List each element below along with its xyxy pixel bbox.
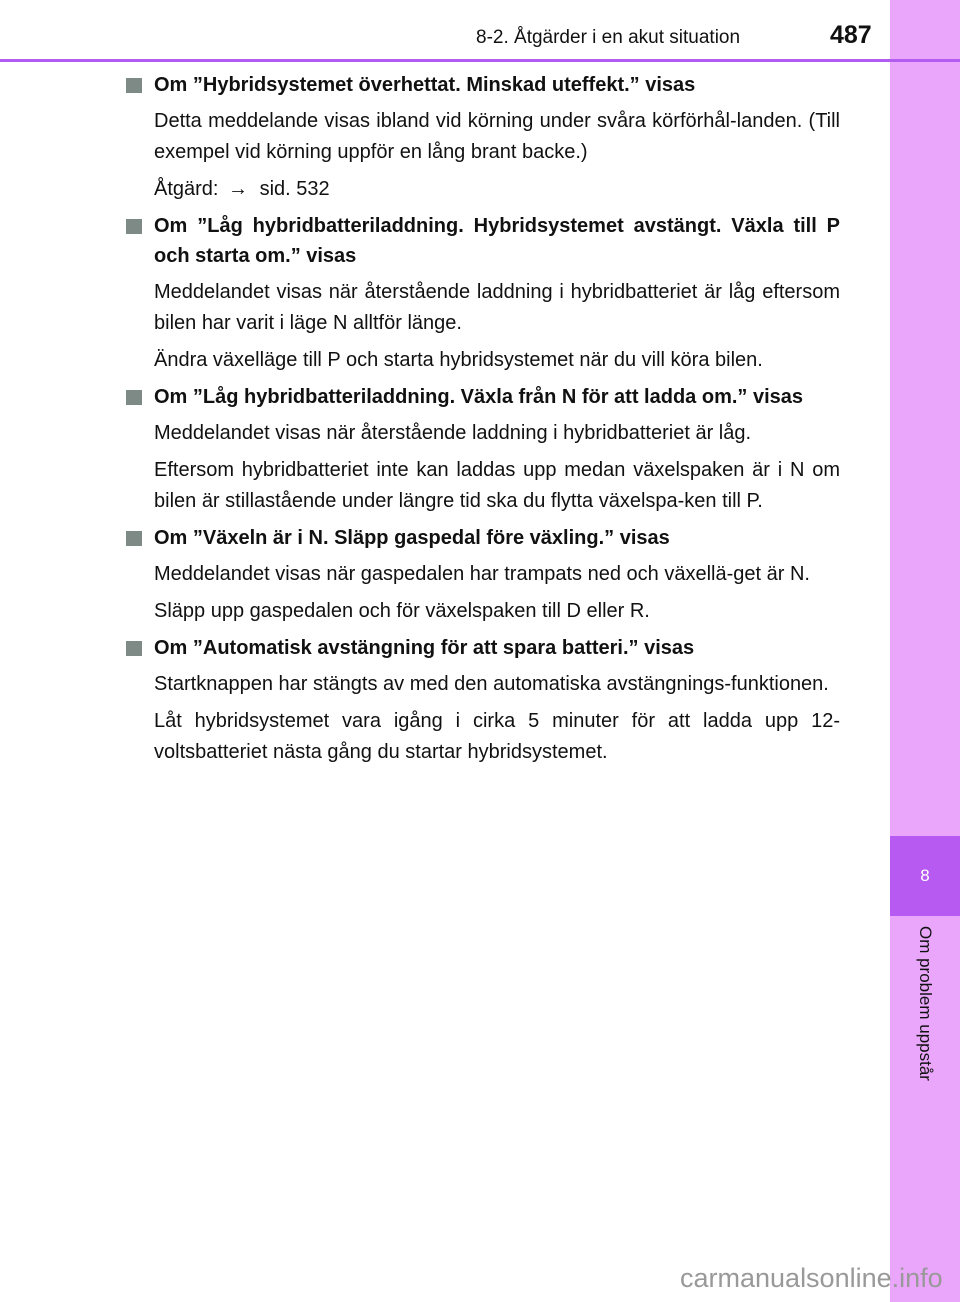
section-heading (126, 633, 840, 663)
heading-text: Om ”Låg hybridbatteriladdning. Hybridsystemet avstängt. Växla till P och starta om.” visas (154, 215, 840, 267)
section-heading (126, 70, 840, 100)
section-overheated (126, 70, 840, 205)
heading-text: Om ”Hybridsystemet överhettat. Minskad uteffekt.” visas (154, 74, 696, 96)
section-heading (126, 523, 840, 553)
bullet-square-icon (126, 219, 142, 234)
bullet-square-icon (126, 390, 142, 405)
paragraph: Eftersom hybridbatteriet inte kan laddas upp medan växelspaken är i N om bilen är stillastående under längre tid ska du flytta växelspa-ken till P. (154, 459, 840, 512)
chapter-number-tab (890, 836, 960, 916)
heading-text: Om ”Automatisk avstängning för att spara batteri.” visas (154, 637, 695, 659)
section-low-battery-shift (126, 382, 840, 517)
section-low-battery-shutdown (126, 211, 840, 376)
section-heading (126, 211, 840, 271)
chapter-title: Om problem uppstår (916, 926, 935, 1081)
chapter-title-vertical (890, 926, 960, 1116)
heading-text: Om ”Växeln är i N. Släpp gaspedal före växling.” visas (154, 527, 670, 549)
bullet-square-icon (126, 531, 142, 546)
paragraph: Ändra växelläge till P och starta hybridsystemet när du vill köra bilen. (154, 349, 763, 371)
bullet-square-icon (126, 641, 142, 656)
paragraph: Meddelandet visas när återstående laddning i hybridbatteriet är låg. (154, 422, 752, 444)
watermark-text: carmanualsonline.info (680, 1263, 943, 1293)
chapter-number: 8 (920, 866, 930, 885)
paragraph: Detta meddelande visas ibland vid körning under svåra körförhål-landen. (Till exempel vid körning uppför en lång brant backe.) (154, 110, 840, 163)
paragraph: Låt hybridsystemet vara igång i cirka 5 minuter för att ladda upp 12-voltsbatteriet nästa gång du startar hybridsystemet. (154, 710, 840, 763)
page-reference (126, 174, 840, 205)
section-title: 8-2. Åtgärder i en akut situation (476, 27, 741, 48)
section-gear-neutral (126, 523, 840, 627)
header-divider (0, 59, 960, 62)
paragraph: Meddelandet visas när gaspedalen har trampats ned och växellä-get är N. (154, 563, 810, 585)
page-content (126, 70, 840, 774)
reference-label: Åtgärd: (154, 178, 219, 200)
paragraph: Startknappen har stängts av med den automatiska avstängnings-funktionen. (154, 673, 829, 695)
paragraph: Släpp upp gaspedalen och för växelspaken till D eller R. (154, 600, 650, 622)
reference-link[interactable]: sid. 532 (259, 178, 330, 200)
arrow-right-icon: → (228, 178, 249, 200)
heading-text: Om ”Låg hybridbatteriladdning. Växla från N för att ladda om.” visas (154, 386, 804, 408)
section-heading (126, 382, 840, 412)
page-number: 487 (830, 21, 872, 49)
section-auto-shutdown (126, 633, 840, 768)
bullet-square-icon (126, 78, 142, 93)
paragraph: Meddelandet visas när återstående laddning i hybridbatteriet är låg eftersom bilen har varit i läge N alltför länge. (154, 281, 840, 334)
